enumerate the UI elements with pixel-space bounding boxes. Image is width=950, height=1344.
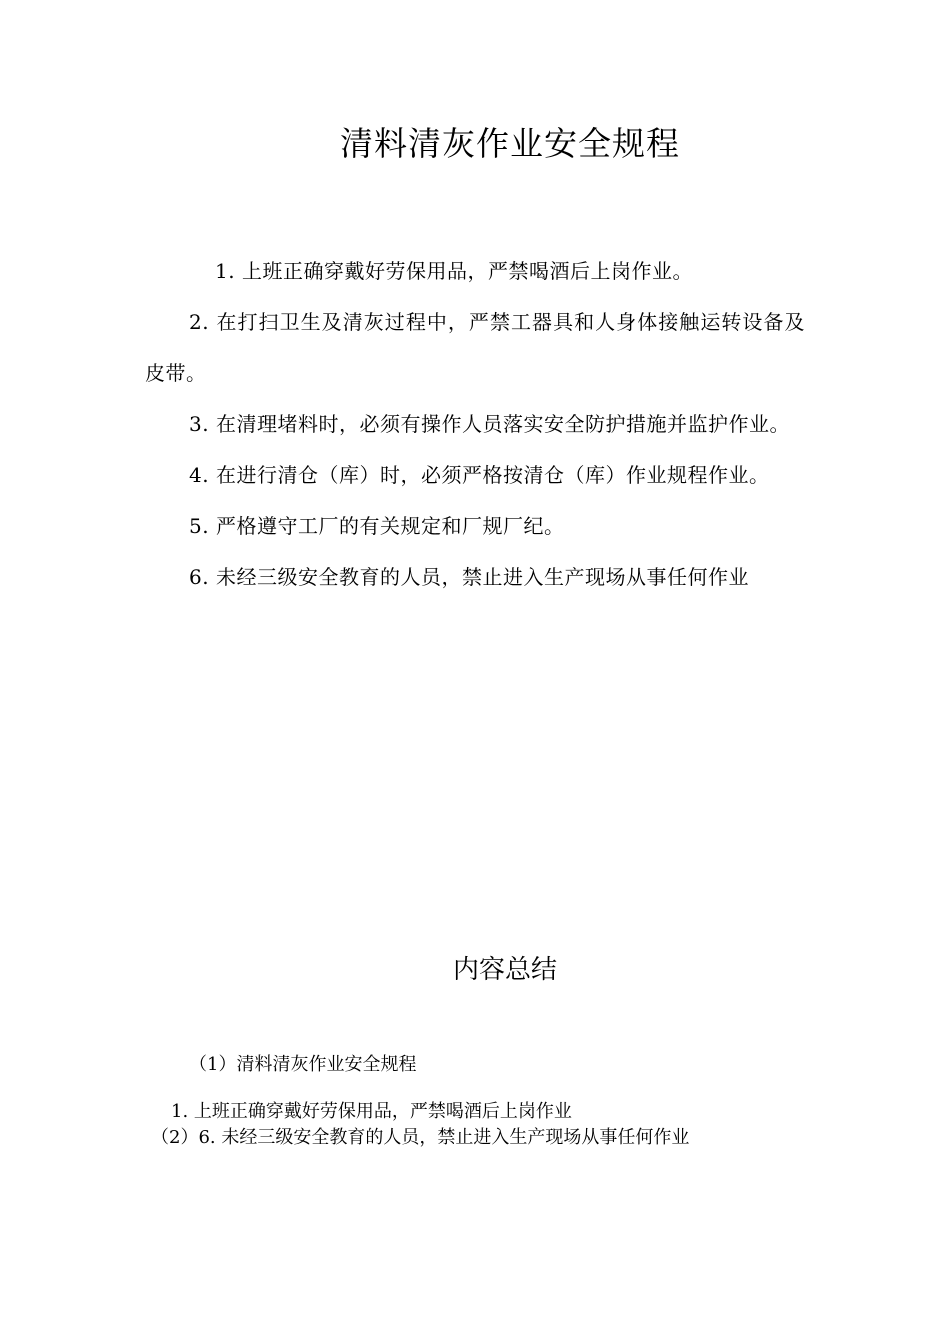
- rule-item-4: 4. 在进行清仓（库）时，必须严格按清仓（库）作业规程作业。: [189, 463, 770, 487]
- rule-item-1: 1. 上班正确穿戴好劳保用品，严禁喝酒后上岗作业。: [215, 259, 693, 283]
- rule-item-5: 5. 严格遵守工厂的有关规定和厂规厂纪。: [189, 514, 565, 538]
- rules-list: [145, 246, 805, 603]
- summary-heading: （1）清料清灰作业安全规程: [189, 1054, 417, 1075]
- document-title: 清料清灰作业安全规程: [340, 124, 680, 163]
- rule-item-3: 3. 在清理堵料时，必须有操作人员落实安全防护措施并监护作业。: [189, 412, 790, 436]
- rule-item-6: 6. 未经三级安全教育的人员，禁止进入生产现场从事任何作业: [189, 565, 749, 589]
- rule-item-2: 2. 在打扫卫生及清灰过程中，严禁工器具和人身体接触运转设备及皮带。: [145, 310, 805, 385]
- summary-line-2: （2）6. 未经三级安全教育的人员，禁止进入生产现场从事任何作业: [151, 1127, 690, 1148]
- summary-line-1: 1. 上班正确穿戴好劳保用品，严禁喝酒后上岗作业: [171, 1101, 572, 1122]
- summary-title: 内容总结: [452, 955, 557, 985]
